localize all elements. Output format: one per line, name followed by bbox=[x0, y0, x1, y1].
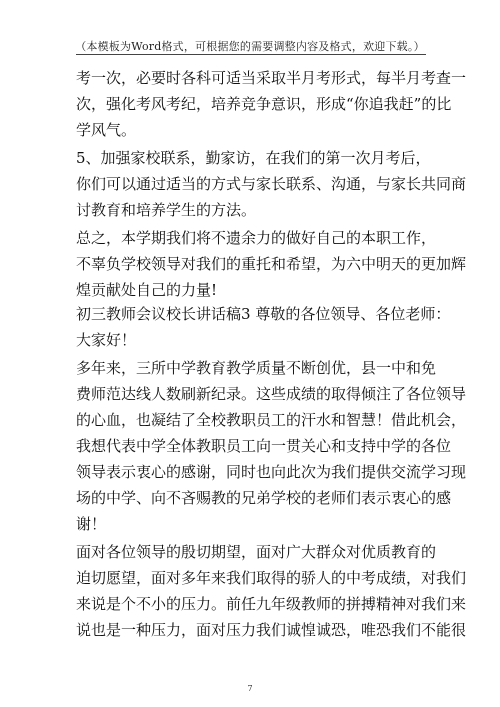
body-line: 迫切愿望，面对多年来我们取得的骄人的中考成绩，对我们 bbox=[76, 569, 467, 587]
body-line: 讨教育和培养学生的方法。 bbox=[76, 201, 257, 219]
body-line: 不辜负学校领导对我们的重托和希望，为六中明天的更加辉 bbox=[76, 255, 467, 273]
body-line: 你们可以通过适当的方式与家长联系、沟通，与家长共同商 bbox=[76, 175, 467, 193]
body-line: 大家好！ bbox=[76, 331, 137, 349]
body-line: 多年来，三所中学教育教学质量不断创优，县一中和免 bbox=[76, 359, 437, 377]
body-line: 5、加强家校联系，勤家访，在我们的第一次月考后， bbox=[76, 149, 431, 167]
body-line: 煌贡献处自己的力量! bbox=[76, 281, 218, 299]
page-number: 7 bbox=[247, 684, 253, 693]
body-line: 面对各位领导的殷切期望，面对广大群众对优质教育的 bbox=[76, 543, 437, 561]
body-line: 场的中学、向不吝赐教的兄弟学校的老师们表示衷心的感 bbox=[76, 489, 452, 507]
header-note: （本模板为Word格式，可根据您的需要调整内容及格式，欢迎下载。） bbox=[75, 40, 425, 53]
body-line: 考一次，必要时各科可适当采取半月考形式，每半月考查一 bbox=[76, 69, 467, 87]
body-line: 学风气。 bbox=[76, 121, 137, 139]
body-line: 我想代表中学全体教职员工向一贯关心和支持中学的各位 bbox=[76, 437, 452, 455]
body-line: 初三教师会议校长讲话稿3 尊敬的各位领导、各位老师： bbox=[76, 305, 451, 323]
body-line: 的心血，也凝结了全校教职员工的汗水和智慧！借此机会， bbox=[76, 411, 467, 429]
body-line: 总之，本学期我们将不遗余力的做好自己的本职工作， bbox=[76, 229, 437, 247]
body-line: 说也是一种压力，面对压力我们诚惶诚恐，唯恐我们不能很 bbox=[76, 621, 467, 639]
header-rule bbox=[76, 54, 426, 55]
body-line: 来说是个不小的压力。前任九年级教师的拼搏精神对我们来 bbox=[76, 595, 467, 613]
body-line: 次，强化考风考纪，培养竞争意识，形成“你追我赶”的比 bbox=[76, 95, 452, 113]
body-line: 领导表示衷心的感谢，同时也向此次为我们提供交流学习现 bbox=[76, 463, 467, 481]
body-line: 费师范达线人数刷新纪录。这些成绩的取得倾注了各位领导 bbox=[76, 385, 467, 403]
body-line: 谢！ bbox=[76, 515, 107, 533]
